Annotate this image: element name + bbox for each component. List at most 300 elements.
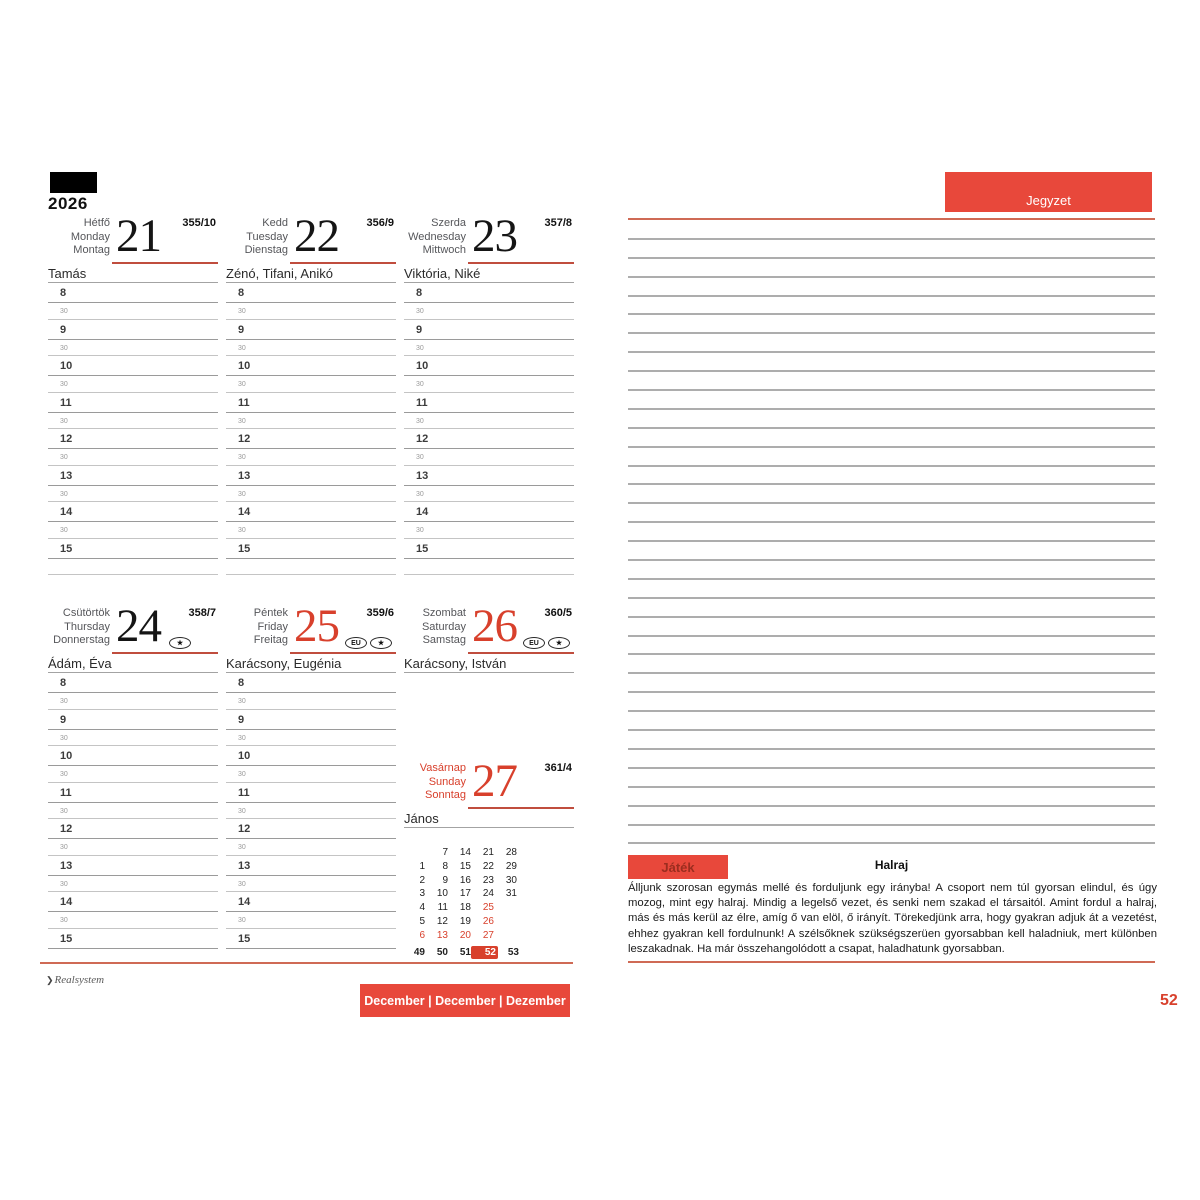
mini-calendar-day: 4	[419, 902, 425, 914]
mini-calendar-day: 28	[505, 847, 517, 858]
half-hour-label: 30	[238, 454, 246, 461]
ruled-line	[628, 731, 1155, 750]
day-name-label: Samstag	[422, 634, 466, 646]
hour-label: 8	[238, 287, 245, 299]
half-hour-row	[48, 912, 218, 929]
mini-calendar-week-row	[402, 946, 522, 960]
half-hour-row	[226, 693, 396, 710]
day-icons	[169, 637, 191, 649]
hour-label: 8	[60, 287, 67, 299]
mini-calendar-row	[402, 915, 522, 929]
ruled-line	[628, 750, 1155, 769]
hour-label: 14	[416, 506, 429, 518]
game-label-badge: Játék	[628, 855, 728, 879]
mini-calendar-day: 30	[505, 874, 517, 886]
half-hour-row	[404, 340, 574, 357]
day-slot-monday	[48, 208, 218, 575]
mini-calendar-day: 7	[442, 847, 448, 858]
mini-calendar-day: 25	[482, 902, 494, 914]
day-slot-thursday	[48, 598, 218, 949]
week-number: 51	[459, 946, 471, 958]
hour-grid	[226, 673, 396, 949]
half-hour-label: 30	[60, 844, 68, 851]
half-hour-label: 30	[238, 917, 246, 924]
day-number: 24	[116, 600, 161, 652]
ruled-line	[628, 693, 1155, 712]
ruled-line	[628, 618, 1155, 637]
half-hour-row	[48, 522, 218, 539]
half-hour-label: 30	[60, 381, 68, 388]
day-column	[48, 208, 218, 575]
mini-calendar-day: 1	[419, 860, 425, 872]
ruled-line	[628, 523, 1155, 542]
half-hour-label: 30	[416, 417, 424, 425]
half-hour-row	[404, 559, 574, 576]
mini-calendar-day: 18	[459, 902, 471, 914]
hour-row	[226, 356, 396, 376]
hour-row	[226, 746, 396, 766]
half-hour-row	[48, 803, 218, 820]
mini-calendar-day: 11	[437, 902, 448, 914]
hour-grid	[48, 673, 218, 949]
mini-calendar-day: 31	[505, 888, 517, 900]
half-hour-row	[226, 766, 396, 783]
day-of-year: 359/6	[366, 607, 394, 619]
day-header-underline	[112, 652, 218, 654]
game-title: Halraj	[874, 858, 909, 872]
hour-row	[404, 356, 574, 376]
half-hour-label: 30	[238, 880, 246, 888]
day-column	[48, 598, 218, 949]
day-header	[48, 208, 218, 264]
half-hour-label: 30	[238, 698, 246, 705]
day-name-label: Kedd	[262, 217, 288, 229]
week-number: 50	[436, 946, 448, 958]
day-header-underline	[468, 807, 574, 809]
day-name-label: Saturday	[421, 620, 466, 633]
half-hour-row	[226, 730, 396, 747]
half-hour-label: 30	[60, 454, 68, 461]
eu-icon: EU	[345, 637, 367, 649]
day-number: 22	[294, 210, 339, 262]
day-slot-wednesday	[404, 208, 574, 575]
hour-label: 15	[60, 542, 73, 555]
hour-row	[226, 320, 396, 340]
mini-calendar-row	[402, 846, 522, 860]
hour-row	[48, 539, 218, 559]
mini-calendar-row	[402, 874, 522, 888]
day-name-label: Péntek	[253, 607, 288, 619]
hour-label: 13	[60, 859, 73, 872]
half-hour-row	[226, 449, 396, 466]
half-hour-row	[48, 839, 218, 856]
hour-row	[226, 429, 396, 449]
day-name-label: Szombat	[422, 607, 466, 619]
half-hour-row	[48, 730, 218, 747]
half-hour-label: 30	[60, 490, 68, 498]
hour-row	[48, 466, 218, 486]
hour-label: 11	[60, 786, 72, 799]
half-hour-label: 30	[60, 344, 68, 352]
hour-label: 14	[238, 896, 251, 908]
hour-row	[48, 393, 218, 413]
half-hour-label: 30	[416, 454, 424, 461]
half-hour-row	[226, 912, 396, 929]
day-header-underline	[290, 262, 396, 264]
hour-row	[404, 502, 574, 522]
day-name-label: Monday	[70, 230, 110, 243]
half-hour-row	[48, 340, 218, 357]
day-name-labels	[404, 217, 466, 258]
ruled-line	[628, 826, 1155, 845]
hour-label: 9	[416, 323, 423, 336]
hour-row	[48, 819, 218, 839]
hour-row	[48, 856, 218, 876]
hour-row	[226, 502, 396, 522]
nameday-label: Ádám, Éva	[48, 656, 218, 673]
ruled-line	[628, 561, 1155, 580]
holiday-star-icon: ★	[370, 637, 392, 649]
hour-label: 8	[238, 677, 245, 689]
left-page-bottom-rule	[40, 962, 573, 964]
day-header	[404, 208, 574, 264]
mini-calendar-day: 17	[459, 888, 471, 900]
ruled-line	[628, 807, 1155, 826]
hour-label: 15	[416, 542, 429, 555]
half-hour-label: 30	[60, 880, 68, 888]
ruled-line	[628, 278, 1155, 297]
realsystem-logo-icon: ❯	[46, 975, 54, 985]
mini-calendar-day: 10	[436, 888, 448, 900]
hour-label: 12	[60, 823, 73, 835]
notes-banner: Jegyzet	[945, 172, 1152, 212]
hour-label: 15	[238, 542, 251, 555]
day-column	[404, 753, 574, 828]
hour-label: 8	[416, 287, 423, 299]
day-name-labels	[404, 762, 466, 803]
hour-row	[48, 429, 218, 449]
hour-label: 12	[238, 823, 251, 835]
hour-label: 9	[60, 323, 67, 336]
ruled-line	[628, 372, 1155, 391]
half-hour-label: 30	[238, 734, 246, 742]
ruled-line	[628, 315, 1155, 334]
day-of-year: 355/10	[182, 217, 216, 229]
half-hour-row	[48, 559, 218, 576]
day-slot-friday	[226, 598, 396, 949]
hour-row	[48, 283, 218, 303]
half-hour-label: 30	[60, 417, 68, 425]
half-hour-label: 30	[238, 417, 246, 425]
week-number: 53	[507, 946, 519, 958]
mini-calendar-day: 22	[482, 860, 494, 872]
half-hour-row	[226, 376, 396, 393]
ruled-line	[628, 221, 1155, 240]
day-name-label: Sunday	[428, 775, 466, 788]
hour-label: 10	[238, 360, 251, 372]
week-number: 49	[413, 946, 425, 958]
mini-calendar-row	[402, 860, 522, 874]
hour-label: 12	[416, 433, 429, 445]
hour-row	[226, 283, 396, 303]
hour-label: 14	[60, 506, 73, 518]
notes-ruled-lines	[628, 221, 1155, 844]
ruled-line	[628, 769, 1155, 788]
mini-calendar-row	[402, 929, 522, 943]
ruled-line	[628, 504, 1155, 523]
hour-grid	[404, 283, 574, 575]
hour-label: 14	[238, 506, 251, 518]
nameday-label: Tamás	[48, 266, 218, 283]
hour-row	[48, 710, 218, 730]
day-name-labels	[48, 217, 110, 258]
half-hour-label: 30	[238, 527, 246, 534]
ruled-line	[628, 637, 1155, 656]
hour-label: 11	[238, 396, 250, 409]
hour-label: 12	[238, 433, 251, 445]
nameday-label: Karácsony, István	[404, 656, 574, 673]
day-column	[226, 208, 396, 575]
mini-calendar-day: 16	[459, 874, 471, 886]
mini-calendar-row	[402, 887, 522, 901]
half-hour-row	[48, 693, 218, 710]
ruled-line	[628, 448, 1155, 467]
holiday-star-icon: ★	[548, 637, 570, 649]
day-column	[404, 208, 574, 575]
day-header-underline	[290, 652, 396, 654]
day-name-label: Montag	[73, 244, 110, 256]
hour-row	[48, 746, 218, 766]
mini-calendar-day	[494, 915, 517, 929]
nameday-label: Karácsony, Eugénia	[226, 656, 396, 673]
month-footer-banner: December | December | Dezember	[360, 984, 570, 1017]
hour-row	[48, 783, 218, 803]
mini-calendar-day	[402, 846, 425, 860]
ruled-line	[628, 542, 1155, 561]
hour-row	[404, 393, 574, 413]
hour-row	[226, 819, 396, 839]
half-hour-label: 30	[238, 807, 246, 815]
hour-label: 11	[238, 786, 250, 799]
ruled-line	[628, 485, 1155, 504]
hour-label: 8	[60, 677, 67, 689]
hour-row	[404, 466, 574, 486]
day-header-underline	[468, 262, 574, 264]
day-name-labels	[226, 607, 288, 648]
hour-grid	[226, 283, 396, 575]
day-name-labels	[48, 607, 110, 648]
week-number: 52	[471, 946, 498, 960]
half-hour-row	[404, 449, 574, 466]
mini-calendar-day: 29	[505, 860, 517, 872]
hour-label: 10	[60, 360, 73, 372]
hour-row	[48, 320, 218, 340]
day-number: 21	[116, 210, 161, 262]
game-description: Álljunk szorosan egymás mellé és forduljunk egy irányba! A csoport nem túl gyorsan elindul, és úgy mozog, mint egy halraj. Mindig a legelső vezet, és senki nem szakad el társaitól. Amint fordul a halraj, más és más kerül az élre, amíg ő van elöl, ő irányít. Törekedjünk arra, hogy gyakran adjuk át a vezetést, ehhez gyakran kell fordulnunk! A szélsőknek szükségszerüen gyorsabban kell haladniuk, mert különben leszakadnak. Ha már összehangolódott a csapat, haladhatunk gyorsabban.	[628, 882, 1157, 955]
day-column	[404, 598, 574, 673]
half-hour-row	[226, 559, 396, 576]
ruled-line	[628, 334, 1155, 353]
day-slot-sunday	[404, 753, 574, 828]
half-hour-label: 30	[416, 344, 424, 352]
hour-label: 12	[60, 433, 73, 445]
half-hour-label: 30	[60, 734, 68, 742]
half-hour-row	[48, 449, 218, 466]
day-name-label: Mittwoch	[422, 244, 466, 256]
day-of-year: 361/4	[544, 762, 572, 774]
hour-label: 15	[238, 932, 251, 945]
day-name-label: Dienstag	[244, 244, 288, 256]
ruled-line	[628, 391, 1155, 410]
ruled-line	[628, 259, 1155, 278]
mini-calendar-day: 26	[482, 915, 494, 927]
half-hour-row	[226, 303, 396, 320]
half-hour-label: 30	[416, 527, 424, 534]
day-of-year: 358/7	[188, 607, 216, 619]
day-number: 25	[294, 600, 339, 652]
day-name-label: Hétfő	[83, 217, 110, 229]
hour-row	[48, 502, 218, 522]
hour-label: 13	[416, 469, 429, 482]
ruled-line	[628, 580, 1155, 599]
day-header	[48, 598, 218, 654]
half-hour-row	[48, 876, 218, 893]
half-hour-label: 30	[60, 527, 68, 534]
right-page-bottom-rule	[628, 961, 1155, 963]
mini-calendar-day: 13	[436, 929, 448, 941]
half-hour-row	[48, 766, 218, 783]
half-hour-label: 30	[238, 344, 246, 352]
half-hour-row	[226, 839, 396, 856]
holiday-star-icon: ★	[169, 637, 191, 649]
ruled-line	[628, 788, 1155, 807]
half-hour-row	[404, 303, 574, 320]
month-index-tab	[50, 172, 97, 193]
mini-calendar-day: 15	[459, 860, 471, 872]
day-name-label: Thursday	[64, 620, 110, 633]
ruled-line	[628, 297, 1155, 316]
day-header-underline	[112, 262, 218, 264]
day-header	[404, 753, 574, 809]
nameday-label: Viktória, Niké	[404, 266, 574, 283]
day-name-label: Wednesday	[408, 230, 466, 243]
eu-icon: EU	[523, 637, 545, 649]
mini-calendar-day: 20	[459, 929, 471, 941]
hour-label: 11	[416, 396, 428, 409]
ruled-line	[628, 674, 1155, 693]
mini-calendar-day: 21	[482, 847, 494, 858]
ruled-line	[628, 240, 1155, 259]
hour-label: 10	[416, 360, 429, 372]
notes-top-rule	[628, 218, 1155, 220]
page-number: 52	[1160, 992, 1178, 1009]
mini-calendar-day: 2	[419, 874, 425, 886]
half-hour-label: 30	[416, 308, 424, 315]
hour-grid	[48, 283, 218, 575]
day-name-label: Tuesday	[246, 230, 288, 243]
day-name-label: Csütörtök	[62, 607, 110, 619]
ruled-line	[628, 599, 1155, 618]
year-label: 2026	[48, 194, 88, 213]
ruled-line	[628, 410, 1155, 429]
hour-label: 14	[60, 896, 73, 908]
half-hour-label: 30	[238, 308, 246, 315]
day-column	[226, 598, 396, 949]
day-of-year: 360/5	[544, 607, 572, 619]
half-hour-row	[226, 803, 396, 820]
half-hour-row	[48, 413, 218, 430]
mini-calendar-day: 3	[419, 888, 425, 900]
mini-calendar-day: 14	[459, 847, 471, 858]
half-hour-row	[226, 876, 396, 893]
mini-calendar-day: 19	[459, 915, 471, 927]
hour-label: 10	[60, 750, 73, 762]
hour-label: 13	[238, 859, 251, 872]
half-hour-row	[48, 486, 218, 503]
hour-label: 11	[60, 396, 72, 409]
half-hour-label: 30	[60, 308, 68, 315]
half-hour-label: 30	[238, 771, 246, 778]
half-hour-label: 30	[416, 490, 424, 498]
half-hour-row	[48, 303, 218, 320]
hour-label: 9	[238, 323, 245, 336]
hour-row	[404, 539, 574, 559]
day-header	[404, 598, 574, 654]
hour-row	[48, 356, 218, 376]
day-header-underline	[468, 652, 574, 654]
mini-calendar-day	[494, 901, 517, 915]
day-icons	[345, 637, 392, 649]
hour-row	[226, 539, 396, 559]
mini-calendar-day: 8	[442, 860, 448, 872]
realsystem-logo-text: Realsystem	[54, 974, 105, 986]
half-hour-row	[404, 486, 574, 503]
half-hour-row	[226, 340, 396, 357]
day-slot-saturday	[404, 598, 574, 673]
realsystem-logo	[46, 974, 104, 986]
day-name-label: Vasárnap	[419, 762, 466, 774]
day-of-year: 357/8	[544, 217, 572, 229]
hour-row	[404, 429, 574, 449]
mini-calendar-day: 9	[442, 874, 448, 886]
hour-row	[48, 892, 218, 912]
hour-label: 9	[60, 713, 67, 726]
mini-calendar	[402, 846, 522, 959]
day-icons	[523, 637, 570, 649]
ruled-line	[628, 467, 1155, 486]
hour-row	[226, 783, 396, 803]
hour-row	[226, 393, 396, 413]
day-of-year: 356/9	[366, 217, 394, 229]
ruled-line	[628, 712, 1155, 731]
half-hour-row	[226, 413, 396, 430]
hour-row	[226, 929, 396, 949]
ruled-line	[628, 353, 1155, 372]
day-name-label: Donnerstag	[53, 634, 110, 646]
mini-calendar-day: 12	[436, 915, 448, 927]
hour-label: 15	[60, 932, 73, 945]
day-name-label: Sonntag	[425, 789, 466, 801]
hour-row	[226, 710, 396, 730]
half-hour-label: 30	[60, 698, 68, 705]
day-name-label: Friday	[257, 620, 288, 633]
hour-row	[226, 466, 396, 486]
nameday-label: János	[404, 811, 574, 828]
ruled-line	[628, 655, 1155, 674]
half-hour-row	[404, 413, 574, 430]
hour-row	[48, 929, 218, 949]
hour-label: 13	[238, 469, 251, 482]
